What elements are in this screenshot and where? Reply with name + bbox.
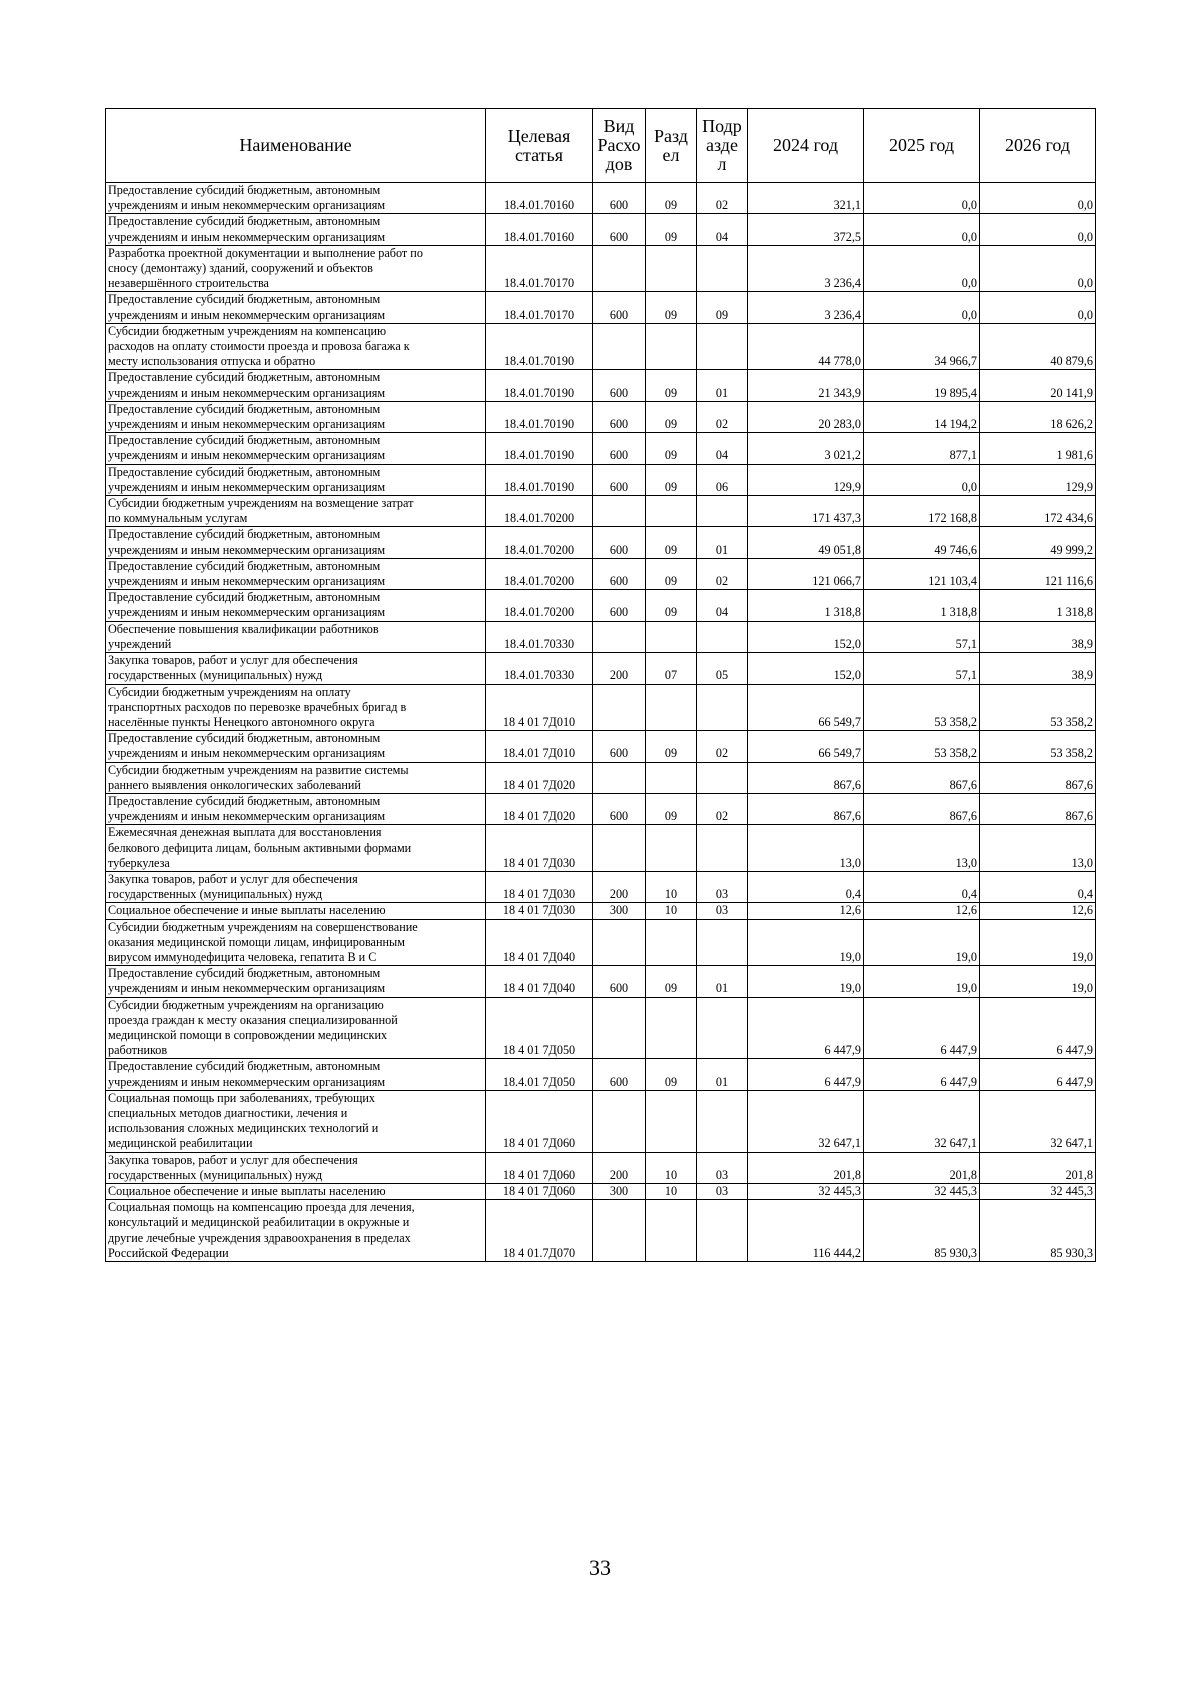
cell-target-article: 18.4.01.70190	[486, 464, 593, 495]
cell-name: Предоставление субсидий бюджетным, автономным учреждениям и иным некоммерческим организациям	[106, 527, 486, 558]
cell-expense-type: 600	[593, 464, 646, 495]
cell-section: 09	[646, 731, 697, 762]
cell-name: Предоставление субсидий бюджетным, автономным учреждениям и иным некоммерческим организациям	[106, 292, 486, 323]
cell-2026: 18 626,2	[980, 401, 1096, 432]
cell-2024: 12,6	[748, 903, 864, 919]
cell-section	[646, 323, 697, 370]
cell-name: Закупка товаров, работ и услуг для обеспечения государственных (муниципальных) нужд	[106, 871, 486, 902]
cell-name: Предоставление субсидий бюджетным, автономным учреждениям и иным некоммерческим организациям	[106, 214, 486, 245]
cell-2026: 49 999,2	[980, 527, 1096, 558]
table-row	[106, 558, 1096, 589]
table-row	[106, 590, 1096, 621]
cell-target-article: 18.4.01.70200	[486, 558, 593, 589]
cell-subsection: 02	[697, 183, 748, 214]
cell-expense-type: 600	[593, 183, 646, 214]
cell-2026: 13,0	[980, 825, 1096, 872]
table-row	[106, 1184, 1096, 1200]
table-row	[106, 731, 1096, 762]
cell-subsection: 09	[697, 292, 748, 323]
cell-subsection	[697, 245, 748, 292]
cell-subsection: 01	[697, 370, 748, 401]
cell-2025: 121 103,4	[864, 558, 980, 589]
cell-subsection: 04	[697, 214, 748, 245]
cell-2025: 57,1	[864, 653, 980, 684]
cell-2026: 38,9	[980, 653, 1096, 684]
cell-section: 09	[646, 527, 697, 558]
cell-section	[646, 1090, 697, 1152]
cell-2024: 21 343,9	[748, 370, 864, 401]
cell-2024: 66 549,7	[748, 731, 864, 762]
cell-2026: 6 447,9	[980, 997, 1096, 1059]
table-row	[106, 245, 1096, 292]
cell-2026: 53 358,2	[980, 731, 1096, 762]
cell-2026: 0,0	[980, 214, 1096, 245]
table-row	[106, 825, 1096, 872]
cell-target-article: 18 4 01 7Д040	[486, 919, 593, 966]
cell-2026: 38,9	[980, 621, 1096, 652]
cell-2024: 32 647,1	[748, 1090, 864, 1152]
cell-expense-type: 600	[593, 370, 646, 401]
cell-target-article: 18.4.01.70170	[486, 292, 593, 323]
cell-name: Ежемесячная денежная выплата для восстановления белкового дефицита лицам, больным активными формами туберкулеза	[106, 825, 486, 872]
table-row	[106, 762, 1096, 793]
cell-2024: 116 444,2	[748, 1200, 864, 1262]
cell-target-article: 18.4.01.70170	[486, 245, 593, 292]
cell-section: 09	[646, 214, 697, 245]
cell-target-article: 18 4 01 7Д060	[486, 1090, 593, 1152]
table-row	[106, 527, 1096, 558]
cell-2025: 32 647,1	[864, 1090, 980, 1152]
cell-section: 09	[646, 966, 697, 997]
cell-expense-type: 600	[593, 1059, 646, 1090]
cell-2024: 372,5	[748, 214, 864, 245]
cell-section: 09	[646, 292, 697, 323]
cell-section: 10	[646, 903, 697, 919]
cell-name: Предоставление субсидий бюджетным, автономным учреждениям и иным некоммерческим организациям	[106, 590, 486, 621]
cell-2026: 1 318,8	[980, 590, 1096, 621]
cell-name: Субсидии бюджетным учреждениям на совершенствование оказания медицинской помощи лицам, инфицированным вирусом иммунодефицита человека, гепатита В и С	[106, 919, 486, 966]
cell-section: 09	[646, 793, 697, 824]
cell-2026: 1 981,6	[980, 433, 1096, 464]
header-expense-type: Вид Расхо дов	[593, 109, 646, 183]
cell-2025: 172 168,8	[864, 496, 980, 527]
cell-name: Предоставление субсидий бюджетным, автономным учреждениям и иным некоммерческим организациям	[106, 966, 486, 997]
cell-2024: 0,4	[748, 871, 864, 902]
cell-section: 10	[646, 871, 697, 902]
table-body	[106, 183, 1096, 1262]
cell-expense-type	[593, 997, 646, 1059]
table-row	[106, 370, 1096, 401]
cell-section: 09	[646, 370, 697, 401]
cell-2025: 19,0	[864, 966, 980, 997]
cell-expense-type: 600	[593, 793, 646, 824]
cell-section: 10	[646, 1152, 697, 1183]
cell-expense-type	[593, 919, 646, 966]
cell-name: Предоставление субсидий бюджетным, автономным учреждениям и иным некоммерческим организациям	[106, 731, 486, 762]
cell-expense-type: 600	[593, 401, 646, 432]
cell-2024: 19,0	[748, 966, 864, 997]
table-row	[106, 997, 1096, 1059]
table-row	[106, 401, 1096, 432]
cell-subsection: 01	[697, 966, 748, 997]
cell-2024: 13,0	[748, 825, 864, 872]
cell-expense-type: 600	[593, 527, 646, 558]
cell-expense-type	[593, 825, 646, 872]
cell-target-article: 18 4 01 7Д030	[486, 903, 593, 919]
cell-2024: 19,0	[748, 919, 864, 966]
cell-name: Закупка товаров, работ и услуг для обеспечения государственных (муниципальных) нужд	[106, 653, 486, 684]
cell-name: Социальное обеспечение и иные выплаты населению	[106, 903, 486, 919]
cell-target-article: 18.4.01.70160	[486, 214, 593, 245]
cell-2025: 0,4	[864, 871, 980, 902]
cell-2025: 32 445,3	[864, 1184, 980, 1200]
table-row	[106, 903, 1096, 919]
cell-subsection	[697, 997, 748, 1059]
cell-2025: 867,6	[864, 762, 980, 793]
cell-subsection: 01	[697, 527, 748, 558]
cell-name: Субсидии бюджетным учреждениям на возмещение затрат по коммунальным услугам	[106, 496, 486, 527]
cell-subsection	[697, 1090, 748, 1152]
cell-2025: 201,8	[864, 1152, 980, 1183]
cell-subsection: 02	[697, 793, 748, 824]
cell-2026: 32 445,3	[980, 1184, 1096, 1200]
table-row	[106, 871, 1096, 902]
cell-target-article: 18.4.01.70160	[486, 183, 593, 214]
table-row	[106, 1090, 1096, 1152]
cell-subsection	[697, 1200, 748, 1262]
table-row	[106, 653, 1096, 684]
cell-target-article: 18.4.01 7Д050	[486, 1059, 593, 1090]
cell-subsection: 03	[697, 1152, 748, 1183]
cell-2026: 0,0	[980, 292, 1096, 323]
cell-expense-type	[593, 621, 646, 652]
cell-2026: 19,0	[980, 919, 1096, 966]
cell-target-article: 18 4 01 7Д060	[486, 1184, 593, 1200]
cell-section: 09	[646, 464, 697, 495]
cell-target-article: 18 4 01 7Д030	[486, 825, 593, 872]
cell-name: Субсидии бюджетным учреждениям на развитие системы раннего выявления онкологических заболеваний	[106, 762, 486, 793]
cell-subsection: 03	[697, 1184, 748, 1200]
cell-subsection: 01	[697, 1059, 748, 1090]
cell-name: Предоставление субсидий бюджетным, автономным учреждениям и иным некоммерческим организациям	[106, 433, 486, 464]
cell-expense-type	[593, 1090, 646, 1152]
cell-expense-type	[593, 762, 646, 793]
header-subsection: Подр азде л	[697, 109, 748, 183]
cell-target-article: 18.4.01.70200	[486, 527, 593, 558]
cell-2025: 14 194,2	[864, 401, 980, 432]
header-2026: 2026 год	[980, 109, 1096, 183]
cell-2025: 877,1	[864, 433, 980, 464]
cell-expense-type: 300	[593, 903, 646, 919]
cell-name: Предоставление субсидий бюджетным, автономным учреждениям и иным некоммерческим организациям	[106, 793, 486, 824]
cell-2026: 85 930,3	[980, 1200, 1096, 1262]
cell-name: Разработка проектной документации и выполнение работ по сносу (демонтажу) зданий, сооружений и объектов незавершённого строительства	[106, 245, 486, 292]
cell-subsection: 03	[697, 871, 748, 902]
cell-target-article: 18.4.01.70190	[486, 323, 593, 370]
cell-section: 09	[646, 558, 697, 589]
cell-2025: 13,0	[864, 825, 980, 872]
cell-section	[646, 496, 697, 527]
cell-target-article: 18 4 01.7Д070	[486, 1200, 593, 1262]
cell-section	[646, 684, 697, 731]
header-section: Разд ел	[646, 109, 697, 183]
cell-subsection	[697, 323, 748, 370]
cell-section: 09	[646, 183, 697, 214]
cell-2024: 3 236,4	[748, 245, 864, 292]
cell-expense-type: 600	[593, 590, 646, 621]
table-row	[106, 433, 1096, 464]
cell-2024: 20 283,0	[748, 401, 864, 432]
table-row	[106, 292, 1096, 323]
cell-2026: 20 141,9	[980, 370, 1096, 401]
cell-subsection: 02	[697, 731, 748, 762]
table-row	[106, 1200, 1096, 1262]
cell-section: 09	[646, 590, 697, 621]
cell-target-article: 18.4.01.70190	[486, 370, 593, 401]
table-header	[106, 109, 1096, 183]
cell-2026: 19,0	[980, 966, 1096, 997]
cell-2026: 201,8	[980, 1152, 1096, 1183]
cell-2025: 34 966,7	[864, 323, 980, 370]
cell-2025: 12,6	[864, 903, 980, 919]
cell-2024: 32 445,3	[748, 1184, 864, 1200]
table-row	[106, 1152, 1096, 1183]
cell-2026: 0,4	[980, 871, 1096, 902]
cell-name: Предоставление субсидий бюджетным, автономным учреждениям и иным некоммерческим организациям	[106, 558, 486, 589]
cell-target-article: 18.4.01.70330	[486, 653, 593, 684]
cell-name: Субсидии бюджетным учреждениям на оплату транспортных расходов по перевозке врачебных бригад в населённые пункты Ненецкого автономного округа	[106, 684, 486, 731]
cell-section	[646, 919, 697, 966]
cell-2025: 1 318,8	[864, 590, 980, 621]
header-target-article: Целевая статья	[486, 109, 593, 183]
cell-name: Предоставление субсидий бюджетным, автономным учреждениям и иным некоммерческим организациям	[106, 401, 486, 432]
cell-target-article: 18.4.01.70330	[486, 621, 593, 652]
cell-2025: 6 447,9	[864, 1059, 980, 1090]
cell-2024: 66 549,7	[748, 684, 864, 731]
cell-2025: 0,0	[864, 183, 980, 214]
table-row	[106, 214, 1096, 245]
table-row	[106, 183, 1096, 214]
cell-2024: 49 051,8	[748, 527, 864, 558]
cell-target-article: 18 4 01 7Д050	[486, 997, 593, 1059]
cell-section: 09	[646, 433, 697, 464]
cell-section	[646, 621, 697, 652]
cell-2026: 12,6	[980, 903, 1096, 919]
cell-section: 10	[646, 1184, 697, 1200]
cell-target-article: 18.4.01.70200	[486, 590, 593, 621]
cell-target-article: 18.4.01 7Д010	[486, 731, 593, 762]
cell-2024: 44 778,0	[748, 323, 864, 370]
cell-2024: 121 066,7	[748, 558, 864, 589]
cell-name: Субсидии бюджетным учреждениям на компенсацию расходов на оплату стоимости проезда и провоза багажа к месту использования отпуска и обратно	[106, 323, 486, 370]
cell-2025: 0,0	[864, 214, 980, 245]
cell-section: 09	[646, 1059, 697, 1090]
cell-2025: 53 358,2	[864, 684, 980, 731]
cell-subsection: 04	[697, 590, 748, 621]
cell-section	[646, 762, 697, 793]
cell-expense-type: 600	[593, 292, 646, 323]
cell-name: Предоставление субсидий бюджетным, автономным учреждениям и иным некоммерческим организациям	[106, 1059, 486, 1090]
cell-section	[646, 825, 697, 872]
cell-2026: 121 116,6	[980, 558, 1096, 589]
cell-2025: 53 358,2	[864, 731, 980, 762]
table-row	[106, 323, 1096, 370]
cell-2024: 171 437,3	[748, 496, 864, 527]
table-row	[106, 496, 1096, 527]
cell-target-article: 18 4 01 7Д020	[486, 762, 593, 793]
cell-2024: 321,1	[748, 183, 864, 214]
cell-expense-type	[593, 496, 646, 527]
cell-2026: 867,6	[980, 762, 1096, 793]
cell-2024: 152,0	[748, 653, 864, 684]
table-row	[106, 966, 1096, 997]
table-row	[106, 1059, 1096, 1090]
cell-2026: 0,0	[980, 245, 1096, 292]
cell-2024: 867,6	[748, 762, 864, 793]
cell-2025: 85 930,3	[864, 1200, 980, 1262]
cell-section	[646, 1200, 697, 1262]
cell-2025: 49 746,6	[864, 527, 980, 558]
cell-2026: 867,6	[980, 793, 1096, 824]
cell-subsection	[697, 496, 748, 527]
table-row	[106, 793, 1096, 824]
table-row	[106, 621, 1096, 652]
cell-section: 09	[646, 401, 697, 432]
header-name: Наименование	[106, 109, 486, 183]
cell-expense-type: 200	[593, 653, 646, 684]
cell-expense-type: 200	[593, 1152, 646, 1183]
table-row	[106, 919, 1096, 966]
cell-subsection: 02	[697, 401, 748, 432]
cell-name: Предоставление субсидий бюджетным, автономным учреждениям и иным некоммерческим организациям	[106, 183, 486, 214]
cell-2025: 0,0	[864, 464, 980, 495]
cell-2024: 6 447,9	[748, 1059, 864, 1090]
cell-subsection	[697, 919, 748, 966]
cell-expense-type	[593, 1200, 646, 1262]
cell-subsection	[697, 825, 748, 872]
cell-subsection: 04	[697, 433, 748, 464]
header-2024: 2024 год	[748, 109, 864, 183]
cell-expense-type: 600	[593, 214, 646, 245]
cell-2024: 3 236,4	[748, 292, 864, 323]
budget-table	[105, 108, 1096, 1262]
cell-2026: 53 358,2	[980, 684, 1096, 731]
cell-2026: 129,9	[980, 464, 1096, 495]
cell-2024: 1 318,8	[748, 590, 864, 621]
cell-subsection: 06	[697, 464, 748, 495]
cell-section	[646, 997, 697, 1059]
cell-name: Социальная помощь на компенсацию проезда для лечения, консультаций и медицинской реабилитации в окружные и другие лечебные учреждения здравоохранения в пределах Российской Федерации	[106, 1200, 486, 1262]
cell-2025: 0,0	[864, 245, 980, 292]
cell-2025: 57,1	[864, 621, 980, 652]
cell-subsection	[697, 621, 748, 652]
header-2025: 2025 год	[864, 109, 980, 183]
cell-target-article: 18 4 01 7Д030	[486, 871, 593, 902]
cell-target-article: 18 4 01 7Д040	[486, 966, 593, 997]
cell-2024: 867,6	[748, 793, 864, 824]
cell-expense-type: 600	[593, 558, 646, 589]
cell-target-article: 18 4 01 7Д020	[486, 793, 593, 824]
cell-target-article: 18 4 01 7Д010	[486, 684, 593, 731]
cell-2026: 32 647,1	[980, 1090, 1096, 1152]
cell-expense-type: 200	[593, 871, 646, 902]
cell-target-article: 18.4.01.70190	[486, 401, 593, 432]
cell-subsection: 03	[697, 903, 748, 919]
cell-2025: 19,0	[864, 919, 980, 966]
cell-2025: 0,0	[864, 292, 980, 323]
cell-target-article: 18 4 01 7Д060	[486, 1152, 593, 1183]
cell-2026: 172 434,6	[980, 496, 1096, 527]
cell-target-article: 18.4.01.70190	[486, 433, 593, 464]
cell-section	[646, 245, 697, 292]
cell-name: Социальное обеспечение и иные выплаты населению	[106, 1184, 486, 1200]
cell-target-article: 18.4.01.70200	[486, 496, 593, 527]
cell-subsection	[697, 762, 748, 793]
cell-name: Предоставление субсидий бюджетным, автономным учреждениям и иным некоммерческим организациям	[106, 370, 486, 401]
cell-name: Обеспечение повышения квалификации работников учреждений	[106, 621, 486, 652]
cell-2025: 867,6	[864, 793, 980, 824]
cell-name: Закупка товаров, работ и услуг для обеспечения государственных (муниципальных) нужд	[106, 1152, 486, 1183]
cell-2026: 0,0	[980, 183, 1096, 214]
cell-name: Субсидии бюджетным учреждениям на организацию проезда граждан к месту оказания специализированной медицинской помощи в сопровождении медицинских работников	[106, 997, 486, 1059]
cell-name: Социальная помощь при заболеваниях, требующих специальных методов диагностики, лечения и использования сложных медицинских технологий и медицинской реабилитации	[106, 1090, 486, 1152]
cell-2024: 152,0	[748, 621, 864, 652]
cell-expense-type: 600	[593, 731, 646, 762]
cell-expense-type	[593, 323, 646, 370]
cell-2025: 6 447,9	[864, 997, 980, 1059]
cell-subsection	[697, 684, 748, 731]
page-number: 33	[589, 1555, 611, 1580]
cell-2026: 40 879,6	[980, 323, 1096, 370]
cell-2024: 129,9	[748, 464, 864, 495]
cell-2026: 6 447,9	[980, 1059, 1096, 1090]
cell-section: 07	[646, 653, 697, 684]
table-row	[106, 684, 1096, 731]
cell-2024: 3 021,2	[748, 433, 864, 464]
cell-name: Предоставление субсидий бюджетным, автономным учреждениям и иным некоммерческим организациям	[106, 464, 486, 495]
cell-subsection: 02	[697, 558, 748, 589]
cell-expense-type	[593, 684, 646, 731]
cell-expense-type: 600	[593, 433, 646, 464]
cell-expense-type: 600	[593, 966, 646, 997]
cell-2024: 201,8	[748, 1152, 864, 1183]
cell-expense-type: 300	[593, 1184, 646, 1200]
cell-2025: 19 895,4	[864, 370, 980, 401]
cell-expense-type	[593, 245, 646, 292]
cell-subsection: 05	[697, 653, 748, 684]
cell-2024: 6 447,9	[748, 997, 864, 1059]
table-row	[106, 464, 1096, 495]
